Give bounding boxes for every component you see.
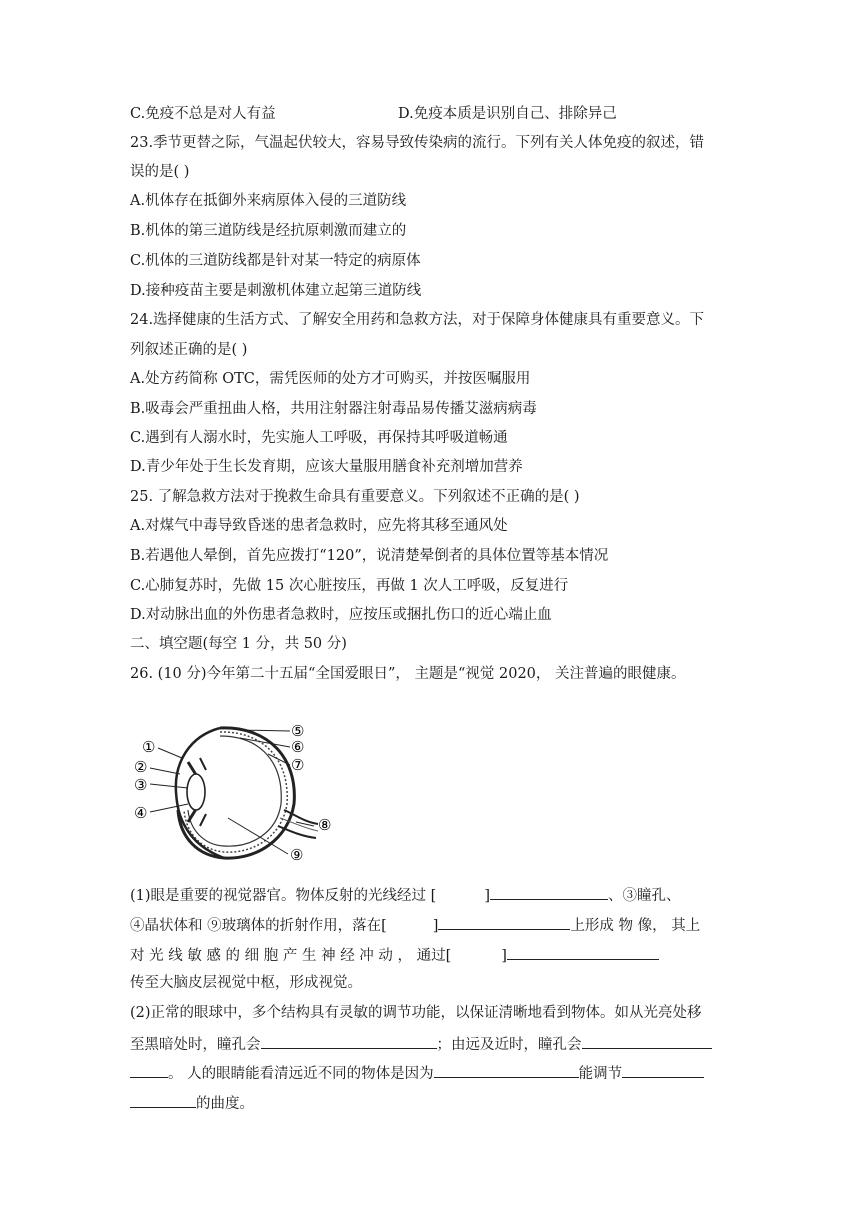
q26-part2-line4	[130, 1092, 254, 1114]
ciliary-upper	[200, 758, 206, 770]
leader-2	[150, 768, 180, 774]
answer-blank-4[interactable]	[261, 1033, 437, 1049]
q26-part1-line2	[130, 914, 700, 936]
q26-p1-l2-text-a: ④晶状体和 ⑨玻璃体的折射作用，落在[	[130, 918, 387, 934]
label-5: ⑤	[291, 722, 305, 740]
answer-blank-7b[interactable]	[130, 1092, 196, 1108]
q26-p2-l2-text-b: ；由远及近时，瞳孔会	[436, 1037, 582, 1053]
q26-stem: 26. (10 分)今年第二十五届“全国爱眼日”， 主题是“视觉 2020， 关注普遍的眼健康。	[130, 666, 686, 682]
answer-blank-5b[interactable]	[130, 1062, 168, 1078]
label-4: ④	[134, 804, 148, 822]
eye-diagram-svg	[128, 718, 340, 868]
q23-option-c: C.机体的三道防线都是针对某一特定的病原体	[130, 253, 421, 269]
q22-option-c: C.免疫不总是对人有益	[130, 106, 276, 122]
q24-option-b: B.吸毒会严重扭曲人格，共用注射器注射毒品易传播艾滋病病毒	[130, 401, 537, 417]
q26-p1-l1-bracket: ]	[484, 888, 490, 904]
lens-shape	[187, 774, 205, 810]
q26-p2-l4-text: 的曲度。	[196, 1096, 254, 1112]
q25-option-b: B.若遇他人晕倒，首先应拨打“120”，说清楚晕倒者的具体位置等基本情况	[130, 548, 609, 564]
q23-stem-line2: 误的是( )	[130, 164, 190, 180]
answer-blank-7a[interactable]	[622, 1062, 704, 1078]
q23-option-d: D.接种疫苗主要是刺激机体建立起第三道防线	[130, 283, 422, 299]
eye-anatomy-diagram	[128, 718, 340, 868]
q26-p1-l1-text-c: 、③瞳孔、	[607, 888, 681, 904]
q25-option-a: A.对煤气中毒导致昏迷的患者急救时，应先将其移至通风处	[130, 518, 508, 534]
q26-p2-l3-text-b: 能调节	[578, 1066, 623, 1082]
q26-part2-line3	[130, 1062, 704, 1084]
q26-p2-l3-text-a: 。 人的眼睛能看清远近不同的物体是因为	[168, 1066, 434, 1082]
q22-options-row	[130, 104, 276, 124]
q26-p1-l2-bracket: ]	[432, 918, 439, 934]
q26-p2-l2-text-a: 至黑暗处时，瞳孔会	[130, 1037, 261, 1053]
q26-p1-l3-bracket: ]	[501, 948, 507, 964]
q26-p1-l2-text-c: 上形成 物 像， 其上	[570, 918, 701, 934]
answer-blank-6[interactable]	[434, 1062, 579, 1078]
q24-option-d: D.青少年处于生长发育期，应该大量服用膳食补充剂增加营养	[130, 459, 523, 475]
label-9: ⑨	[290, 846, 304, 864]
q25-stem: 25. 了解急救方法对于挽救生命具有重要意义。下列叙述不正确的是( )	[130, 489, 580, 505]
label-2: ②	[134, 758, 148, 776]
q26-part1-line1	[130, 884, 680, 906]
q23-option-a: A.机体存在抵御外来病原体入侵的三道防线	[130, 193, 407, 209]
answer-blank-2[interactable]	[438, 914, 570, 930]
q25-option-d: D.对动脉出血的外伤患者急救时，应按压或捆扎伤口的近心端止血	[130, 607, 552, 623]
q22-option-d: D.免疫本质是识别自己、排除异己	[398, 106, 617, 122]
answer-blank-1[interactable]	[490, 884, 608, 900]
label-6: ⑥	[291, 738, 305, 756]
q25-option-c: C.心肺复苏时，先做 15 次心脏按压，再做 1 次人工呼吸，反复进行	[130, 578, 569, 594]
q26-part2-line2	[130, 1033, 712, 1055]
section-heading-fill-in: 二、填空题(每空 1 分，共 50 分)	[130, 636, 347, 652]
label-1: ①	[142, 738, 156, 756]
q26-part1-line4: 传至大脑皮层视觉中枢，形成视觉。	[130, 975, 362, 991]
q24-stem-line1: 24.选择健康的生活方式、了解安全用药和急救方法，对于保障身体健康具有重要意义。下	[130, 312, 705, 328]
q24-stem-line2: 列叙述正确的是( )	[130, 342, 248, 358]
q26-p1-l3-text-a: 对 光 线 敏 感 的 细 胞 产 生 神 经 冲 动 ， 通过[	[130, 948, 452, 964]
q26-part2-line1: (2)正常的眼球中，多个结构具有灵敏的调节功能，以保证清晰地看到物体。如从光亮处移	[130, 1005, 702, 1021]
q24-option-a: A.处方药简称 OTC，需凭医师的处方才可购买，并按医嘱服用	[130, 371, 531, 387]
q23-stem-line1: 23.季节更替之际，气温起伏较大，容易导致传染病的流行。下列有关人体免疫的叙述，错	[130, 135, 705, 151]
q26-part1-line3	[130, 944, 659, 966]
answer-blank-5a[interactable]	[582, 1033, 712, 1049]
label-3: ③	[134, 776, 148, 794]
label-8: ⑧	[318, 816, 332, 834]
leader-1	[158, 748, 182, 758]
q22-option-d-wrap	[398, 104, 617, 124]
q26-p1-l1-text-a: (1)眼是重要的视觉器官。物体反射的光线经过 [	[130, 888, 437, 904]
ciliary-lower	[200, 814, 206, 826]
leader-4	[150, 804, 188, 812]
answer-blank-3[interactable]	[507, 944, 659, 960]
q23-option-b: B.机体的第三道防线是经抗原刺激而建立的	[130, 223, 407, 239]
q24-option-c: C.遇到有人溺水时，先实施人工呼吸，再保持其呼吸道畅通	[130, 430, 508, 446]
leader-3	[150, 784, 188, 788]
label-7: ⑦	[291, 756, 305, 774]
